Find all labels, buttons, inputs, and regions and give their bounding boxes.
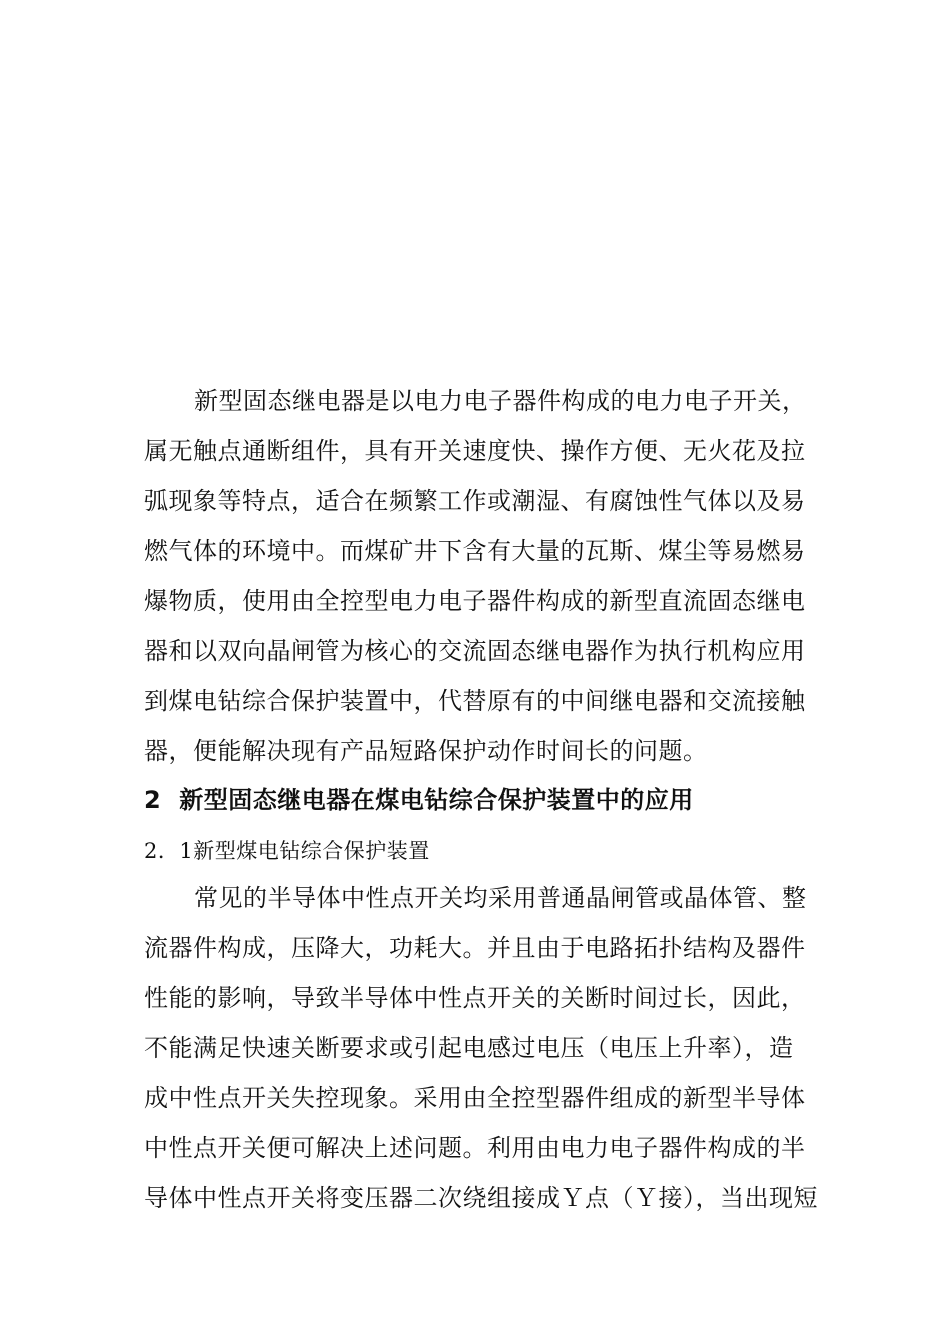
section-2-heading xyxy=(144,785,814,815)
paragraph-1-line-5: 爆物质，使用由全控型电力电子器件构成的新型直流固态继电 xyxy=(144,587,806,615)
paragraph-2-line-1: 常见的半导体中性点开关均采用普通晶闸管或晶体管、整 xyxy=(194,884,807,912)
paragraph-2-line-6: 中性点开关便可解决上述问题。利用由电力电子器件构成的半 xyxy=(144,1134,806,1162)
section-2-1-heading: 2．1新型煤电钻综合保护装置 xyxy=(144,839,430,863)
paragraph-1-line-7: 到煤电钻综合保护装置中，代替原有的中间继电器和交流接触 xyxy=(144,687,806,715)
paragraph-2-line-5: 成中性点开关失控现象。采用由全控型器件组成的新型半导体 xyxy=(144,1084,806,1112)
section-2-number: 2 xyxy=(144,786,162,814)
paragraph-1-line-4: 燃气体的环境中。而煤矿井下含有大量的瓦斯、煤尘等易燃易 xyxy=(144,537,806,565)
paragraph-1-line-3: 弧现象等特点，适合在频繁工作或潮湿、有腐蚀性气体以及易 xyxy=(144,487,806,515)
paragraph-1-line-6: 器和以双向晶闸管为核心的交流固态继电器作为执行机构应用 xyxy=(144,637,806,665)
paragraph-1-line-2: 属无触点通断组件，具有开关速度快、操作方便、无火花及拉 xyxy=(144,437,806,465)
paragraph-2-line-7: 导体中性点开关将变压器二次绕组接成Ｙ点（Ｙ接），当出现短 xyxy=(144,1184,818,1212)
section-2-title: 新型固态继电器在煤电钻综合保护装置中的应用 xyxy=(179,786,694,814)
paragraph-2-line-4: 不能满足快速关断要求或引起电感过电压（电压上升率），造 xyxy=(144,1034,794,1062)
paragraph-1-line-8: 器，便能解决现有产品短路保护动作时间长的问题。 xyxy=(144,737,708,765)
paragraph-2-line-2: 流器件构成，压降大，功耗大。并且由于电路拓扑结构及器件 xyxy=(144,934,806,962)
paragraph-2-line-3: 性能的影响，导致半导体中性点开关的关断时间过长，因此， xyxy=(144,984,806,1012)
paragraph-1-line-1: 新型固态继电器是以电力电子器件构成的电力电子开关， xyxy=(194,387,807,415)
